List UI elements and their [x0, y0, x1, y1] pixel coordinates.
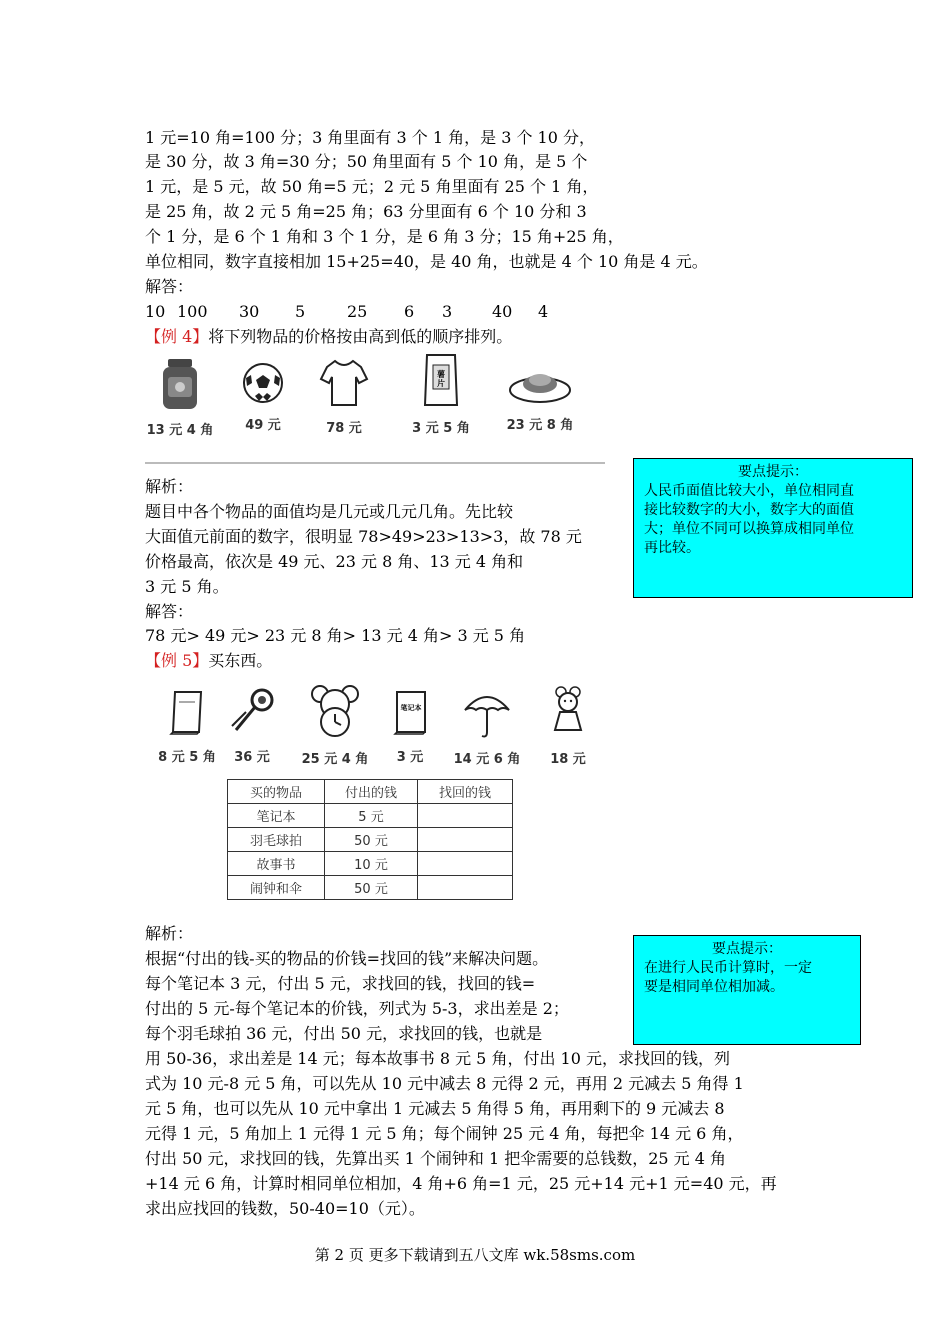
answer-value: 25 [347, 302, 368, 321]
text-line: 付出的 5 元-每个笔记本的价钱，列式为 5-3，求出差是 2； [145, 999, 569, 1018]
soccer-ball-icon [241, 360, 285, 406]
example5-heading [145, 649, 272, 673]
item-jar [145, 357, 215, 438]
text-line: 付出 50 元，求找回的钱，先算出买 1 个闹钟和 1 把伞需要的总钱数，25 元 4 角 [145, 1149, 727, 1168]
item-price: 23 元 8 角 [506, 418, 574, 433]
example-tag: 【例 5】 [145, 651, 209, 670]
item-price: 25 元 4 角 [301, 752, 369, 767]
table-cell [418, 852, 513, 876]
example-text: 将下列物品的价格按由高到低的顺序排列。 [208, 327, 513, 346]
text-line: 大面值元前面的数字，很明显 78>49>23>13>3，故 78 元 [145, 527, 582, 546]
badminton-racket-icon [226, 686, 278, 738]
table-cell: 50 元 [325, 828, 418, 852]
text-line: +14 元 6 角，计算时相同单位相加，4 角+6 角=1 元，25 元+14 元+1 元=40 元，再 [145, 1174, 777, 1193]
item-soccer-ball [228, 360, 298, 433]
item-price: 14 元 6 角 [453, 752, 521, 767]
alarm-clock-icon [309, 684, 361, 740]
item-price: 18 元 [550, 752, 586, 767]
item-price: 36 元 [234, 750, 270, 765]
tip-line: 再比较。 [644, 540, 700, 556]
text-line: 是 25 角，故 2 元 5 角=25 角；63 分里面有 6 个 10 分和 3 [145, 202, 587, 221]
example-text: 买东西。 [208, 651, 273, 670]
item-chips-bag [403, 351, 479, 436]
purchase-table [227, 779, 513, 900]
item-price: 8 元 5 角 [158, 750, 216, 765]
item-notebook [382, 688, 438, 765]
item-price: 3 元 [396, 750, 424, 765]
item-book [150, 688, 224, 765]
text-line: 每个笔记本 3 元，付出 5 元，求找回的钱，找回的钱= [145, 974, 536, 993]
table-cell: 笔记本 [228, 804, 325, 828]
svg-text:片: 片 [437, 379, 445, 388]
text-line: 每个羽毛球拍 36 元，付出 50 元，求找回的钱，也就是 [145, 1024, 543, 1043]
text-line: 根据“付出的钱-买的物品的价钱=找回的钱”来解决问题。 [145, 949, 549, 968]
chips-bag-icon [421, 351, 461, 409]
example-tag: 【例 4】 [145, 327, 209, 346]
svg-text:薯: 薯 [437, 370, 445, 379]
cake-plate-icon [507, 362, 573, 406]
column-header: 买的物品 [228, 780, 325, 804]
answer-line: 78 元> 49 元> 23 元 8 角> 13 元 4 角> 3 元 5 角 [145, 626, 526, 645]
text-line: 价格最高，依次是 49 元、23 元 8 角、13 元 4 角和 [145, 552, 524, 571]
answer-value: 100 [177, 302, 208, 321]
text-line: 个 1 分，是 6 个 1 角和 3 个 1 分，是 6 角 3 分；15 角+25 角， [145, 227, 624, 246]
tip-line: 接比较数字的大小，数字大的面值 [644, 502, 854, 518]
table-cell: 闹钟和伞 [228, 876, 325, 900]
table-cell [418, 804, 513, 828]
item-price: 13 元 4 角 [146, 423, 214, 438]
column-header: 找回的钱 [418, 780, 513, 804]
tip-line: 人民币面值比较大小，单位相同直 [644, 483, 854, 499]
doll-icon [548, 684, 588, 740]
text-line: 元 5 角，也可以先从 10 元中拿出 1 元减去 5 角得 5 角，再用剩下的 9 元减去 8 [145, 1099, 725, 1118]
text-line: 用 50-36，求出差是 14 元；每本故事书 8 元 5 角，付出 10 元，求找回的钱，列 [145, 1049, 730, 1068]
answer-value: 30 [239, 302, 260, 321]
tip-line: 要是相同单位相加减。 [644, 979, 784, 995]
text-line: 1 元=10 角=100 分；3 角里面有 3 个 1 角，是 3 个 10 分， [145, 128, 596, 147]
answer-value: 5 [295, 302, 306, 321]
table-row [228, 804, 513, 828]
text-line: 单位相同，数字直接相加 15+25=40，是 40 角，也就是 4 个 10 角是 4 元。 [145, 252, 708, 271]
text-line: 元得 1 元，5 角加上 1 元得 1 元 5 角；每个闹钟 25 元 4 角，每把伞 14 元 6 角， [145, 1124, 744, 1143]
answer-value: 10 [145, 302, 166, 321]
text-line: 3 元 5 角。 [145, 577, 229, 596]
text-line: 题目中各个物品的面值均是几元或几元几角。先比较 [145, 502, 514, 521]
item-doll [538, 684, 598, 767]
divider [145, 462, 605, 464]
text-line: 求出应找回的钱数，50-40=10（元）。 [145, 1199, 425, 1218]
answer-value: 6 [404, 302, 415, 321]
table-cell: 羽毛球拍 [228, 828, 325, 852]
umbrella-icon [461, 688, 513, 740]
page-footer: 第 2 页 更多下载请到五八文库 wk.58sms.com [314, 1246, 636, 1264]
table-row [228, 876, 513, 900]
tip-title: 要点提示： [738, 464, 808, 480]
answer-value: 3 [442, 302, 453, 321]
item-price: 78 元 [326, 421, 362, 436]
item-racket [222, 686, 282, 765]
analysis-label: 解析： [145, 477, 194, 496]
table-cell: 5 元 [325, 804, 418, 828]
item-cake [500, 362, 580, 433]
table-cell: 10 元 [325, 852, 418, 876]
item-price: 3 元 5 角 [412, 421, 470, 436]
text-line: 是 30 分，故 3 角=30 分；50 角里面有 5 个 10 角，是 5 个 [145, 152, 588, 171]
text-line: 1 元，是 5 元，故 50 角=5 元；2 元 5 角里面有 25 个 1 角， [145, 177, 599, 196]
table-header-row [228, 780, 513, 804]
table-row [228, 852, 513, 876]
analysis-label: 解析： [145, 924, 194, 943]
item-umbrella [450, 688, 524, 767]
tshirt-icon [319, 357, 369, 409]
tip-title: 要点提示： [712, 941, 782, 957]
table-cell: 50 元 [325, 876, 418, 900]
table-cell [418, 828, 513, 852]
notebook-icon [389, 688, 431, 738]
example4-heading [145, 325, 512, 349]
jar-icon [158, 357, 202, 411]
table-row [228, 828, 513, 852]
table-cell [418, 876, 513, 900]
item-tshirt [309, 357, 379, 436]
tip-box [633, 935, 861, 1045]
answer-value: 40 [492, 302, 513, 321]
notebook-cover-text: 笔记本 [400, 704, 422, 712]
book-icon [165, 688, 209, 738]
item-alarm-clock [300, 684, 370, 767]
item-price: 49 元 [245, 418, 281, 433]
answers-row [145, 300, 548, 324]
answer-label: 解答： [145, 277, 194, 296]
answer-value: 4 [538, 302, 549, 321]
column-header: 付出的钱 [325, 780, 418, 804]
text-line: 式为 10 元-8 元 5 角，可以先从 10 元中减去 8 元得 2 元，再用 2 元减去 5 角得 1 [145, 1074, 744, 1093]
table-cell: 故事书 [228, 852, 325, 876]
tip-line: 大；单位不同可以换算成相同单位 [644, 521, 854, 537]
tip-box [633, 458, 913, 598]
answer-label: 解答： [145, 602, 194, 621]
tip-line: 在进行人民币计算时，一定 [644, 960, 812, 976]
